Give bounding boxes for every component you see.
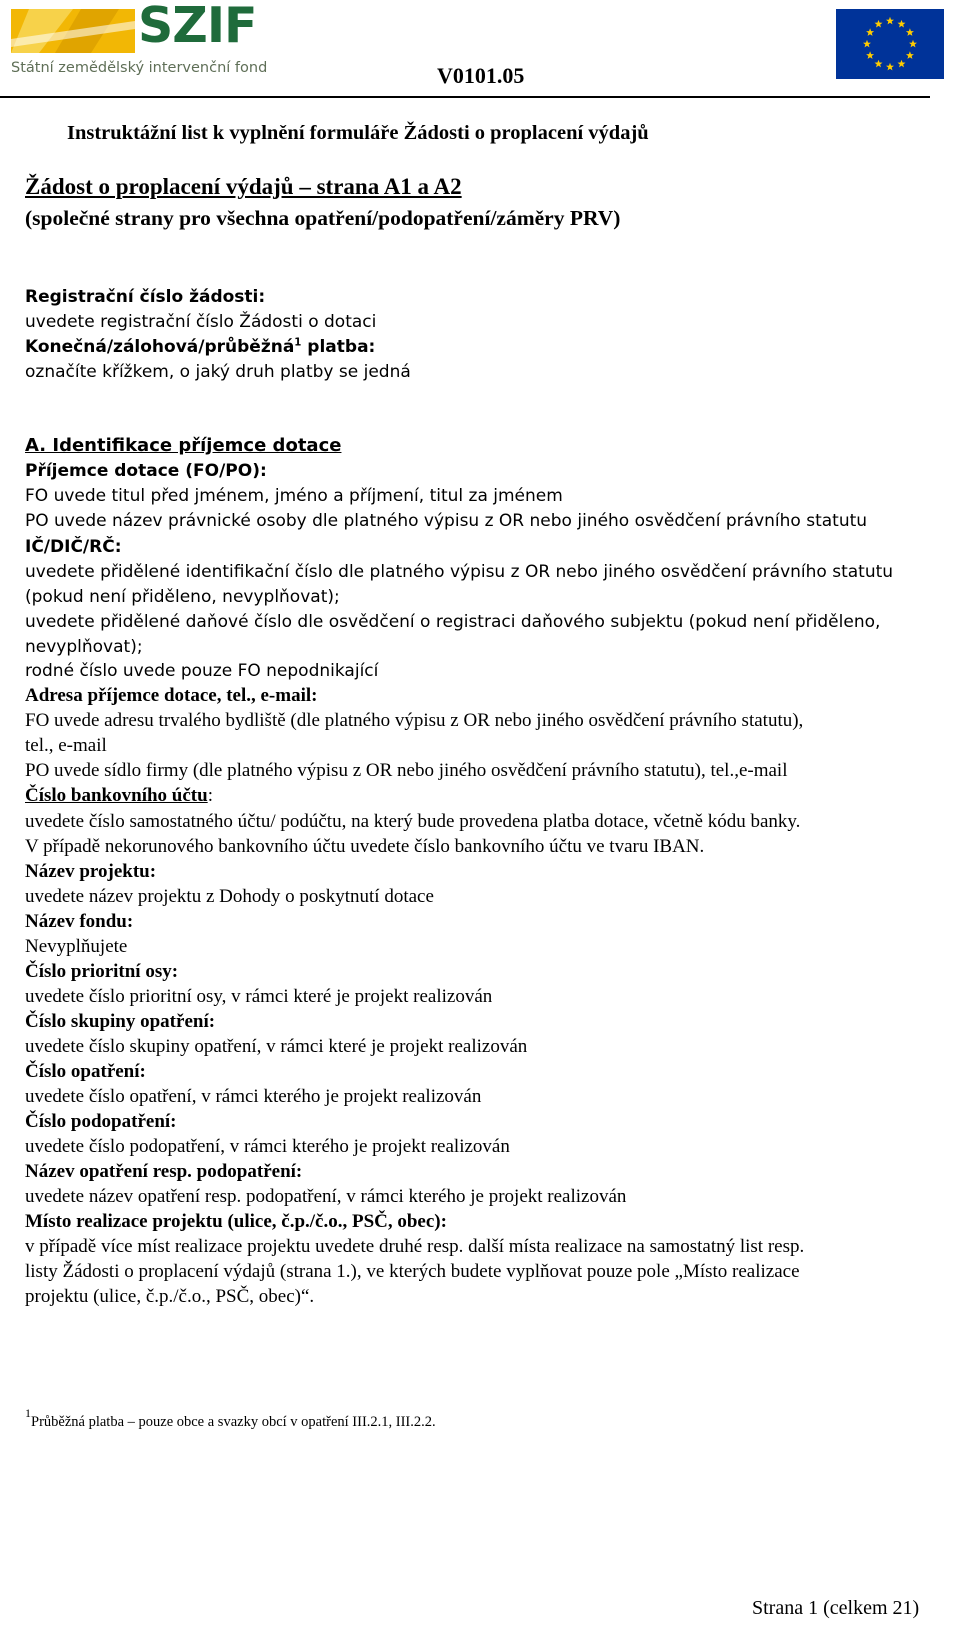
payment-text: označíte křížkem, o jaký druh platby se jedná: [25, 362, 411, 382]
section-title: Žádost o proplacení výdajů – strana A1 a A2: [25, 174, 462, 199]
project-place-text-line: v případě více míst realizace projektu uvedete druhé resp. další místa realizace na samostatný list resp.: [25, 1236, 805, 1257]
szif-logo: [8, 0, 268, 77]
project-place-label: Místo realizace projektu (ulice, č.p./č.o., PSČ, obec):: [25, 1211, 447, 1232]
address-label: Adresa příjemce dotace, tel., e-mail:: [25, 685, 318, 706]
part-a-heading: A. Identifikace příjemce dotace: [25, 435, 342, 456]
project-place-text-line: projektu (ulice, č.p./č.o., PSČ, obec)“.: [25, 1286, 315, 1307]
szif-logo-subtitle: Státní zemědělský intervenční fond: [11, 60, 268, 76]
recipient-fo-text: FO uvede titul před jménem, jméno a příjmení, titul za jménem: [25, 486, 563, 506]
project-place-text-line: listy Žádosti o proplacení výdajů (strana 1.), ve kterých budete vyplňovat pouze pole „Místo realizace: [25, 1261, 800, 1282]
address-text-line: PO uvede sídlo firmy (dle platného výpisu z OR nebo jiného osvědčení právního statutu), tel.,e-mail: [25, 760, 788, 781]
fund-name-label: Název fondu:: [25, 911, 134, 932]
measure-number-text: uvedete číslo opatření, v rámci kterého je projekt realizován: [25, 1086, 482, 1107]
ic-text-line: uvedete přidělené identifikační číslo dle platného výpisu z OR nebo jiného osvědčení právního statutu: [25, 562, 894, 582]
submeasure-number-label: Číslo podopatření:: [25, 1111, 177, 1132]
measure-name-label: Název opatření resp. podopatření:: [25, 1161, 303, 1182]
address-text-line: tel., e-mail: [25, 735, 107, 756]
registration-text: uvedete registrační číslo Žádosti o dotaci: [25, 312, 377, 332]
ic-text-line: nevyplňovat);: [25, 637, 143, 657]
szif-logo-mark-icon: [11, 9, 135, 53]
footnote: [25, 1406, 436, 1431]
recipient-label: Příjemce dotace (FO/PO):: [25, 461, 267, 481]
szif-logo-text: SZIF: [138, 0, 257, 54]
address-text-line: FO uvede adresu trvalého bydliště (dle platného výpisu z OR nebo jiného osvědčení právního statutu),: [25, 710, 804, 731]
submeasure-number-text: uvedete číslo podopatření, v rámci kterého je projekt realizován: [25, 1136, 510, 1157]
bank-account-text-line: V případě nekorunového bankovního účtu uvedete číslo bankovního účtu ve tvaru IBAN.: [25, 836, 705, 857]
measure-number-label: Číslo opatření:: [25, 1061, 146, 1082]
bank-account-text-line: uvedete číslo samostatného účtu/ podúčtu, na který bude provedena platba dotace, včetně kódu banky.: [25, 811, 801, 832]
measure-group-text: uvedete číslo skupiny opatření, v rámci které je projekt realizován: [25, 1036, 528, 1057]
project-name-text: uvedete název projektu z Dohody o poskytnutí dotace: [25, 886, 434, 907]
ic-text-line: uvedete přidělené daňové číslo dle osvědčení o registraci daňového subjektu (pokud není přiděleno,: [25, 612, 881, 632]
registration-label: Registrační číslo žádosti:: [25, 287, 266, 307]
payment-label: Konečná/zálohová/průběžná$^1$ platba:: [25, 337, 376, 357]
project-name-label: Název projektu:: [25, 861, 157, 882]
recipient-po-text: PO uvede název právnické osoby dle platného výpisu z OR nebo jiného osvědčení právního statutu: [25, 511, 868, 531]
ic-text-line: (pokud není přiděleno, nevyplňovat);: [25, 587, 340, 607]
page-title: Instruktážní list k vyplnění formuláře Žádosti o proplacení výdajů: [67, 122, 649, 144]
footnote-marker: 1: [25, 1406, 31, 1421]
measure-group-label: Číslo skupiny opatření:: [25, 1011, 216, 1032]
section-subtitle: (společné strany pro všechna opatření/podopatření/záměry PRV): [25, 206, 621, 230]
document-version: V0101.05: [437, 63, 525, 88]
fund-name-text: Nevyplňujete: [25, 936, 128, 957]
priority-axis-text: uvedete číslo prioritní osy, v rámci které je projekt realizován: [25, 986, 493, 1007]
eu-flag-icon: [836, 9, 944, 79]
page-number: Strana 1 (celkem 21): [752, 1597, 920, 1619]
header-divider: [0, 96, 930, 98]
bank-account-label: Číslo bankovního účtu:: [25, 785, 213, 806]
footnote-text: Průběžná platba – pouze obce a svazky obcí v opatření III.2.1, III.2.2.: [31, 1414, 436, 1430]
ic-label: IČ/DIČ/RČ:: [25, 537, 122, 557]
measure-name-text: uvedete název opatření resp. podopatření, v rámci kterého je projekt realizován: [25, 1186, 627, 1207]
ic-text-line: rodné číslo uvede pouze FO nepodnikající: [25, 661, 379, 681]
priority-axis-label: Číslo prioritní osy:: [25, 961, 179, 982]
